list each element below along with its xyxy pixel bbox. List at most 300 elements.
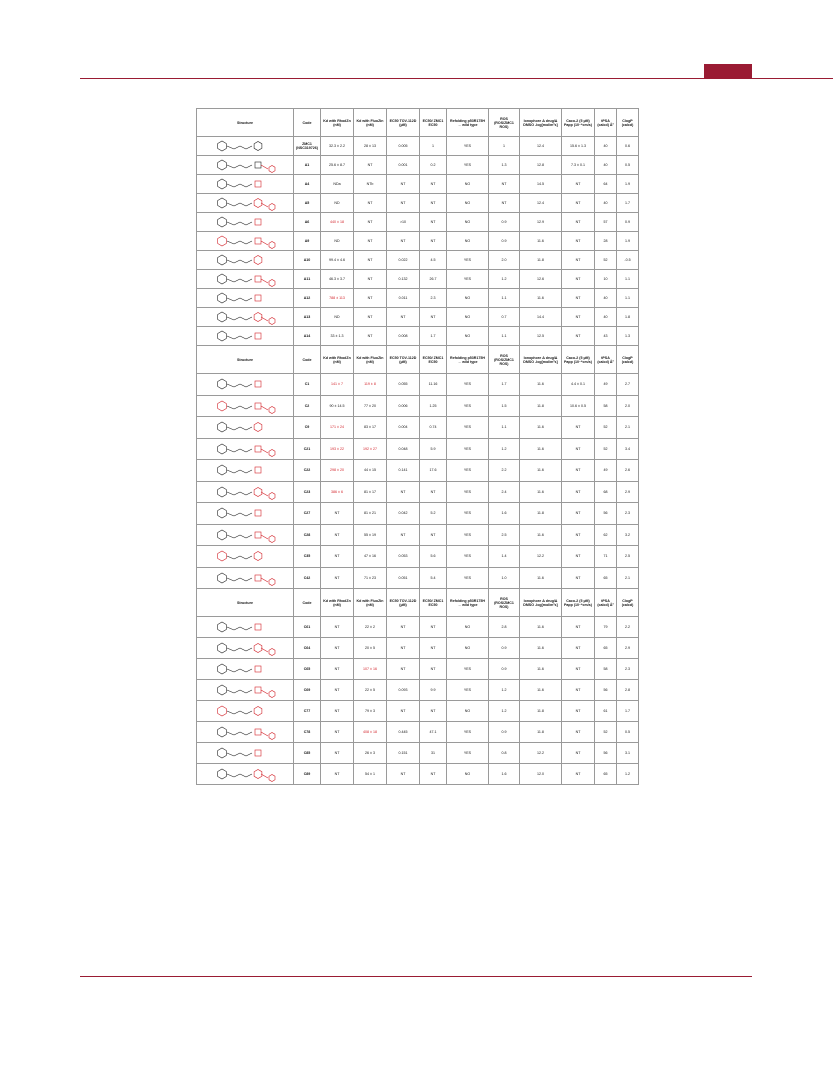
column-header: Caco-2 (5 µM) Papp (10⁻⁶cm/s)	[562, 109, 595, 137]
cell-ec50: >10	[387, 213, 420, 232]
structure-drawing	[200, 682, 290, 698]
cell-ratio: NT	[420, 232, 447, 251]
cell-ratio: NT	[420, 764, 447, 785]
cell-tpsa: 65	[595, 638, 617, 659]
cell-ros: 0.9	[489, 659, 520, 680]
structure-cell	[197, 137, 294, 156]
cell-ec50: NT	[387, 481, 420, 503]
cell-kd-fluo: 192 ± 27	[354, 438, 387, 460]
cell-ratio: 1	[420, 137, 447, 156]
cell-kd-rhod: NT	[321, 503, 354, 525]
structure-cell	[197, 701, 294, 722]
cell-code: C35	[294, 546, 321, 568]
column-header: ROS (ROS/ZMC1 ROS)	[489, 109, 520, 137]
cell-caco: 15.6 ± 1.3	[562, 137, 595, 156]
cell-code: C23	[294, 481, 321, 503]
cell-kd-fluo: NT	[354, 270, 387, 289]
cell-ros: 1.4	[489, 546, 520, 568]
cell-ros: 1.2	[489, 680, 520, 701]
cell-caco: NT	[562, 308, 595, 327]
cell-kd-fluo: 71 ± 23	[354, 567, 387, 589]
cell-tpsa: 40	[595, 308, 617, 327]
structure-drawing	[200, 157, 290, 173]
cell-refold: YES	[447, 270, 489, 289]
cell-code: C9	[294, 417, 321, 439]
cell-code: A11	[294, 270, 321, 289]
cell-refold: YES	[447, 137, 489, 156]
cell-caco: NT	[562, 327, 595, 346]
cell-caco: NT	[562, 438, 595, 460]
structure-drawing	[200, 570, 290, 586]
cell-ec50: 0.005	[387, 137, 420, 156]
table-row	[197, 374, 639, 396]
cell-ec50: NT	[387, 617, 420, 638]
structure-drawing	[200, 376, 290, 392]
table-row	[197, 659, 639, 680]
cell-tpsa: 52	[595, 251, 617, 270]
cell-ratio: 5.2	[420, 503, 447, 525]
cell-ec50: NT	[387, 764, 420, 785]
cell-ratio: 31	[420, 743, 447, 764]
cell-iono: 12.4	[520, 194, 562, 213]
cell-caco: NT	[562, 213, 595, 232]
cell-code: A5	[294, 194, 321, 213]
table-row	[197, 638, 639, 659]
table-row	[197, 175, 639, 194]
cell-ec50: NT	[387, 308, 420, 327]
cell-refold: NO	[447, 289, 489, 308]
cell-clogp: 0.5	[617, 722, 639, 743]
cell-ratio: 47.1	[420, 722, 447, 743]
cell-kd-fluo: 81 ± 21	[354, 503, 387, 525]
cell-clogp: 0.5	[617, 156, 639, 175]
structure-cell	[197, 251, 294, 270]
column-header: Kd with RhodZn (nM)	[321, 109, 354, 137]
table-row	[197, 289, 639, 308]
cell-iono: 11.6	[520, 438, 562, 460]
cell-caco: NT	[562, 680, 595, 701]
cell-ratio: 9.9	[420, 680, 447, 701]
cell-clogp: 2.3	[617, 503, 639, 525]
cell-ratio: 26.7	[420, 270, 447, 289]
cell-tpsa: 49	[595, 374, 617, 396]
cell-clogp: 1.3	[617, 327, 639, 346]
table-row	[197, 524, 639, 546]
structure-cell	[197, 194, 294, 213]
structure-drawing	[200, 271, 290, 287]
cell-kd-fluo: 119 ± 8	[354, 374, 387, 396]
cell-code: A9	[294, 232, 321, 251]
cell-ratio: 17.6	[420, 460, 447, 482]
cell-ros: 2.2	[489, 460, 520, 482]
table-row	[197, 137, 639, 156]
table-row	[197, 722, 639, 743]
cell-kd-fluo: 22 ± 5	[354, 680, 387, 701]
cell-kd-rhod: NT	[321, 680, 354, 701]
cell-kd-fluo: 79 ± 3	[354, 701, 387, 722]
table-body	[197, 109, 639, 785]
cell-code: C78	[294, 722, 321, 743]
cell-kd-fluo: 55 ± 19	[354, 524, 387, 546]
cell-kd-rhod: 440 ± 18	[321, 213, 354, 232]
cell-ec50: 0.055	[387, 374, 420, 396]
column-header: EC50 TOV-112D (µM)	[387, 589, 420, 617]
cell-iono: 11.8	[520, 251, 562, 270]
cell-caco: NT	[562, 460, 595, 482]
column-header: ROS (ROS/ZMC1 ROS)	[489, 589, 520, 617]
structure-cell	[197, 175, 294, 194]
cell-kd-fluo: NT	[354, 308, 387, 327]
cell-caco: 4.4 ± 0.1	[562, 374, 595, 396]
cell-caco: NT	[562, 232, 595, 251]
cell-code: C65	[294, 659, 321, 680]
cell-clogp: 2.9	[617, 481, 639, 503]
cell-ros: 1.7	[489, 374, 520, 396]
cell-ros: NT	[489, 194, 520, 213]
cell-tpsa: 43	[595, 327, 617, 346]
cell-kd-rhod: 99.4 ± 4.6	[321, 251, 354, 270]
header-rule	[80, 78, 833, 79]
cell-kd-rhod: ND	[321, 194, 354, 213]
column-header: Structure	[197, 346, 294, 374]
structure-cell	[197, 270, 294, 289]
cell-iono: 12.8	[520, 156, 562, 175]
cell-refold: NO	[447, 308, 489, 327]
table-row	[197, 327, 639, 346]
column-header: Refolding p53R175H → wild type	[447, 346, 489, 374]
cell-kd-fluo: 28 ± 13	[354, 137, 387, 156]
cell-ec50: 0.053	[387, 546, 420, 568]
column-header: EC50/ ZMC1 EC50	[420, 589, 447, 617]
cell-caco: NT	[562, 524, 595, 546]
structure-cell	[197, 567, 294, 589]
structure-drawing	[200, 252, 290, 268]
column-header: ClogP (calcd)	[617, 589, 639, 617]
structure-cell	[197, 308, 294, 327]
table-row	[197, 156, 639, 175]
cell-caco: NT	[562, 567, 595, 589]
cell-ec50: 0.004	[387, 417, 420, 439]
cell-refold: YES	[447, 481, 489, 503]
table-row	[197, 680, 639, 701]
cell-caco: NT	[562, 270, 595, 289]
cell-kd-rhod: 90 ± 14.5	[321, 395, 354, 417]
cell-clogp: 2.3	[617, 659, 639, 680]
cell-tpsa: 58	[595, 395, 617, 417]
structure-cell	[197, 722, 294, 743]
cell-ros: 1.1	[489, 289, 520, 308]
cell-iono: 12.2	[520, 546, 562, 568]
cell-iono: 14.4	[520, 308, 562, 327]
table-row	[197, 308, 639, 327]
cell-ratio: NT	[420, 213, 447, 232]
cell-caco: NT	[562, 638, 595, 659]
table-row	[197, 438, 639, 460]
column-header: Kd with RhodZn (nM)	[321, 346, 354, 374]
cell-iono: 12.6	[520, 270, 562, 289]
cell-kd-fluo: NT	[354, 232, 387, 251]
cell-iono: 11.6	[520, 680, 562, 701]
cell-ratio: 4.5	[420, 251, 447, 270]
cell-ratio: NT	[420, 308, 447, 327]
cell-clogp: 2.0	[617, 395, 639, 417]
cell-clogp: 1.9	[617, 175, 639, 194]
structure-cell	[197, 438, 294, 460]
cell-caco: NT	[562, 481, 595, 503]
structure-drawing	[200, 309, 290, 325]
cell-ratio: 5.9	[420, 438, 447, 460]
structure-drawing	[200, 661, 290, 677]
cell-ros: 0.9	[489, 232, 520, 251]
cell-clogp: 1.9	[617, 232, 639, 251]
structure-cell	[197, 524, 294, 546]
column-header: Structure	[197, 589, 294, 617]
cell-tpsa: 52	[595, 438, 617, 460]
cell-caco: NT	[562, 764, 595, 785]
cell-ec50: 0.141	[387, 460, 420, 482]
structure-cell	[197, 503, 294, 525]
table-row	[197, 194, 639, 213]
cell-kd-fluo: NT	[354, 194, 387, 213]
cell-refold: NO	[447, 194, 489, 213]
cell-ros: 2.0	[489, 251, 520, 270]
cell-clogp: 2.1	[617, 567, 639, 589]
cell-ratio: 0.2	[420, 156, 447, 175]
cell-ros: 1.2	[489, 701, 520, 722]
table-row	[197, 743, 639, 764]
cell-iono: 11.6	[520, 232, 562, 251]
table-header-row	[197, 109, 639, 137]
cell-ec50: 0.001	[387, 156, 420, 175]
cell-kd-fluo: NT	[354, 213, 387, 232]
cell-ec50: 0.048	[387, 438, 420, 460]
cell-iono: 11.6	[520, 481, 562, 503]
cell-code: C69	[294, 680, 321, 701]
cell-ros: NT	[489, 175, 520, 194]
structure-drawing	[200, 462, 290, 478]
cell-clogp: 2.6	[617, 460, 639, 482]
structure-cell	[197, 213, 294, 232]
column-header: Kd with FluoZin (nM)	[354, 589, 387, 617]
table-row	[197, 503, 639, 525]
table-row	[197, 270, 639, 289]
cell-caco: NT	[562, 617, 595, 638]
cell-ros: 1.2	[489, 438, 520, 460]
cell-clogp: 3.2	[617, 524, 639, 546]
structure-cell	[197, 680, 294, 701]
column-header: EC50 TOV-112D (µM)	[387, 346, 420, 374]
cell-ratio: 11.16	[420, 374, 447, 396]
cell-kd-fluo: 47 ± 16	[354, 546, 387, 568]
cell-ros: 2.4	[489, 481, 520, 503]
cell-tpsa: 56	[595, 680, 617, 701]
column-header: Code	[294, 109, 321, 137]
cell-code: C64	[294, 638, 321, 659]
structure-drawing	[200, 176, 290, 192]
cell-kd-fluo: 107 ± 16	[354, 659, 387, 680]
cell-tpsa: 57	[595, 213, 617, 232]
cell-ros: 2.5	[489, 524, 520, 546]
column-header: Kd with RhodZn (nM)	[321, 589, 354, 617]
cell-kd-fluo: 54 ± 1	[354, 764, 387, 785]
structure-drawing	[200, 724, 290, 740]
structure-drawing	[200, 505, 290, 521]
cell-ec50: NT	[387, 638, 420, 659]
column-header: EC50 TOV-112D (µM)	[387, 109, 420, 137]
cell-tpsa: 52	[595, 417, 617, 439]
structure-drawing	[200, 328, 290, 344]
cell-clogp: 0.6	[617, 137, 639, 156]
table-row	[197, 417, 639, 439]
cell-kd-rhod: 386 ± 6	[321, 481, 354, 503]
cell-refold: NO	[447, 701, 489, 722]
cell-ratio: 5.4	[420, 567, 447, 589]
structure-drawing	[200, 214, 290, 230]
structure-cell	[197, 417, 294, 439]
cell-kd-rhod: 193 ± 22	[321, 438, 354, 460]
cell-tpsa: 62	[595, 524, 617, 546]
structure-drawing	[200, 619, 290, 635]
cell-tpsa: 61	[595, 701, 617, 722]
cell-tpsa: 40	[595, 289, 617, 308]
cell-code: A10	[294, 251, 321, 270]
cell-tpsa: 52	[595, 722, 617, 743]
cell-code: A1	[294, 156, 321, 175]
cell-tpsa: 65	[595, 567, 617, 589]
cell-ros: 0.9	[489, 638, 520, 659]
cell-ros: 2.8	[489, 617, 520, 638]
cell-caco: NT	[562, 659, 595, 680]
cell-kd-rhod: 141 ± 7	[321, 374, 354, 396]
cell-ros: 0.9	[489, 213, 520, 232]
cell-ratio: NT	[420, 524, 447, 546]
column-header: ClogP (calcd)	[617, 346, 639, 374]
cell-clogp: 1.1	[617, 289, 639, 308]
cell-code: C1	[294, 374, 321, 396]
cell-ec50: 0.051	[387, 567, 420, 589]
cell-tpsa: 10	[595, 270, 617, 289]
structure-cell	[197, 743, 294, 764]
cell-iono: 11.6	[520, 524, 562, 546]
cell-refold: NO	[447, 327, 489, 346]
cell-kd-fluo: 408 ± 18	[354, 722, 387, 743]
cell-iono: 11.6	[520, 289, 562, 308]
cell-code: A14	[294, 327, 321, 346]
structure-drawing	[200, 640, 290, 656]
cell-iono: 12.9	[520, 213, 562, 232]
cell-ratio: 0.74	[420, 417, 447, 439]
cell-ros: 0.7	[489, 308, 520, 327]
cell-caco: NT	[562, 194, 595, 213]
cell-kd-rhod: 46.3 ± 3.7	[321, 270, 354, 289]
cell-kd-rhod: ND	[321, 232, 354, 251]
structure-drawing	[200, 233, 290, 249]
table-row	[197, 395, 639, 417]
cell-refold: NO	[447, 764, 489, 785]
cell-caco: NT	[562, 251, 595, 270]
cell-refold: YES	[447, 417, 489, 439]
cell-caco: NT	[562, 289, 595, 308]
cell-iono: 11.6	[520, 417, 562, 439]
cell-kd-fluo: 83 ± 17	[354, 417, 387, 439]
cell-ec50: 0.011	[387, 289, 420, 308]
cell-kd-rhod: NT	[321, 567, 354, 589]
cell-ec50: 0.006	[387, 395, 420, 417]
cell-ratio: 5.6	[420, 546, 447, 568]
cell-caco: NT	[562, 546, 595, 568]
cell-ros: 1	[489, 137, 520, 156]
cell-kd-rhod: NT	[321, 659, 354, 680]
cell-clogp: 2.2	[617, 617, 639, 638]
cell-clogp: 1.7	[617, 701, 639, 722]
cell-kd-rhod: 171 ± 24	[321, 417, 354, 439]
column-header: Caco-2 (5 µM) Papp (10⁻⁶cm/s)	[562, 346, 595, 374]
cell-kd-rhod: 788 ± 113	[321, 289, 354, 308]
structure-cell	[197, 289, 294, 308]
column-header: EC50/ ZMC1 EC50	[420, 346, 447, 374]
structure-cell	[197, 546, 294, 568]
cell-iono: 11.6	[520, 374, 562, 396]
cell-clogp: 2.1	[617, 417, 639, 439]
cell-tpsa: 49	[595, 460, 617, 482]
table-row	[197, 701, 639, 722]
column-header: Code	[294, 589, 321, 617]
column-header: Structure	[197, 109, 294, 137]
cell-ec50: NT	[387, 701, 420, 722]
structure-cell	[197, 374, 294, 396]
cell-ec50: 0.093	[387, 680, 420, 701]
cell-kd-rhod: NT	[321, 617, 354, 638]
structure-drawing	[200, 138, 290, 154]
cell-kd-fluo: 26 ± 3	[354, 743, 387, 764]
structure-cell	[197, 617, 294, 638]
column-header: ClogP (calcd)	[617, 109, 639, 137]
cell-refold: YES	[447, 374, 489, 396]
cell-refold: YES	[447, 503, 489, 525]
cell-caco: 7.3 ± 0.1	[562, 156, 595, 175]
cell-clogp: 2.8	[617, 680, 639, 701]
table-row	[197, 764, 639, 785]
cell-clogp: 1.7	[617, 194, 639, 213]
cell-code: C89	[294, 764, 321, 785]
cell-code: C21	[294, 438, 321, 460]
structure-drawing	[200, 419, 290, 435]
cell-iono: 12.4	[520, 137, 562, 156]
structure-drawing	[200, 441, 290, 457]
cell-clogp: 1.2	[617, 764, 639, 785]
cell-caco: NT	[562, 175, 595, 194]
cell-refold: YES	[447, 395, 489, 417]
cell-clogp: -0.5	[617, 251, 639, 270]
cell-ec50: NT	[387, 175, 420, 194]
cell-refold: YES	[447, 156, 489, 175]
cell-ec50: 0.042	[387, 503, 420, 525]
cell-kd-rhod: 33 ± 1.3	[321, 327, 354, 346]
cell-clogp: 0.9	[617, 213, 639, 232]
cell-code: A4	[294, 175, 321, 194]
cell-iono: 11.6	[520, 460, 562, 482]
cell-tpsa: 68	[595, 481, 617, 503]
footer-rule	[80, 976, 752, 977]
column-header: Kd with FluoZin (nM)	[354, 109, 387, 137]
cell-tpsa: 71	[595, 546, 617, 568]
cell-tpsa: 65	[595, 764, 617, 785]
cell-ros: 1.6	[489, 764, 520, 785]
cell-kd-rhod: 25.6 ± 8.7	[321, 156, 354, 175]
cell-iono: 11.8	[520, 701, 562, 722]
cell-clogp: 2.9	[617, 638, 639, 659]
cell-ratio: 2.3	[420, 289, 447, 308]
